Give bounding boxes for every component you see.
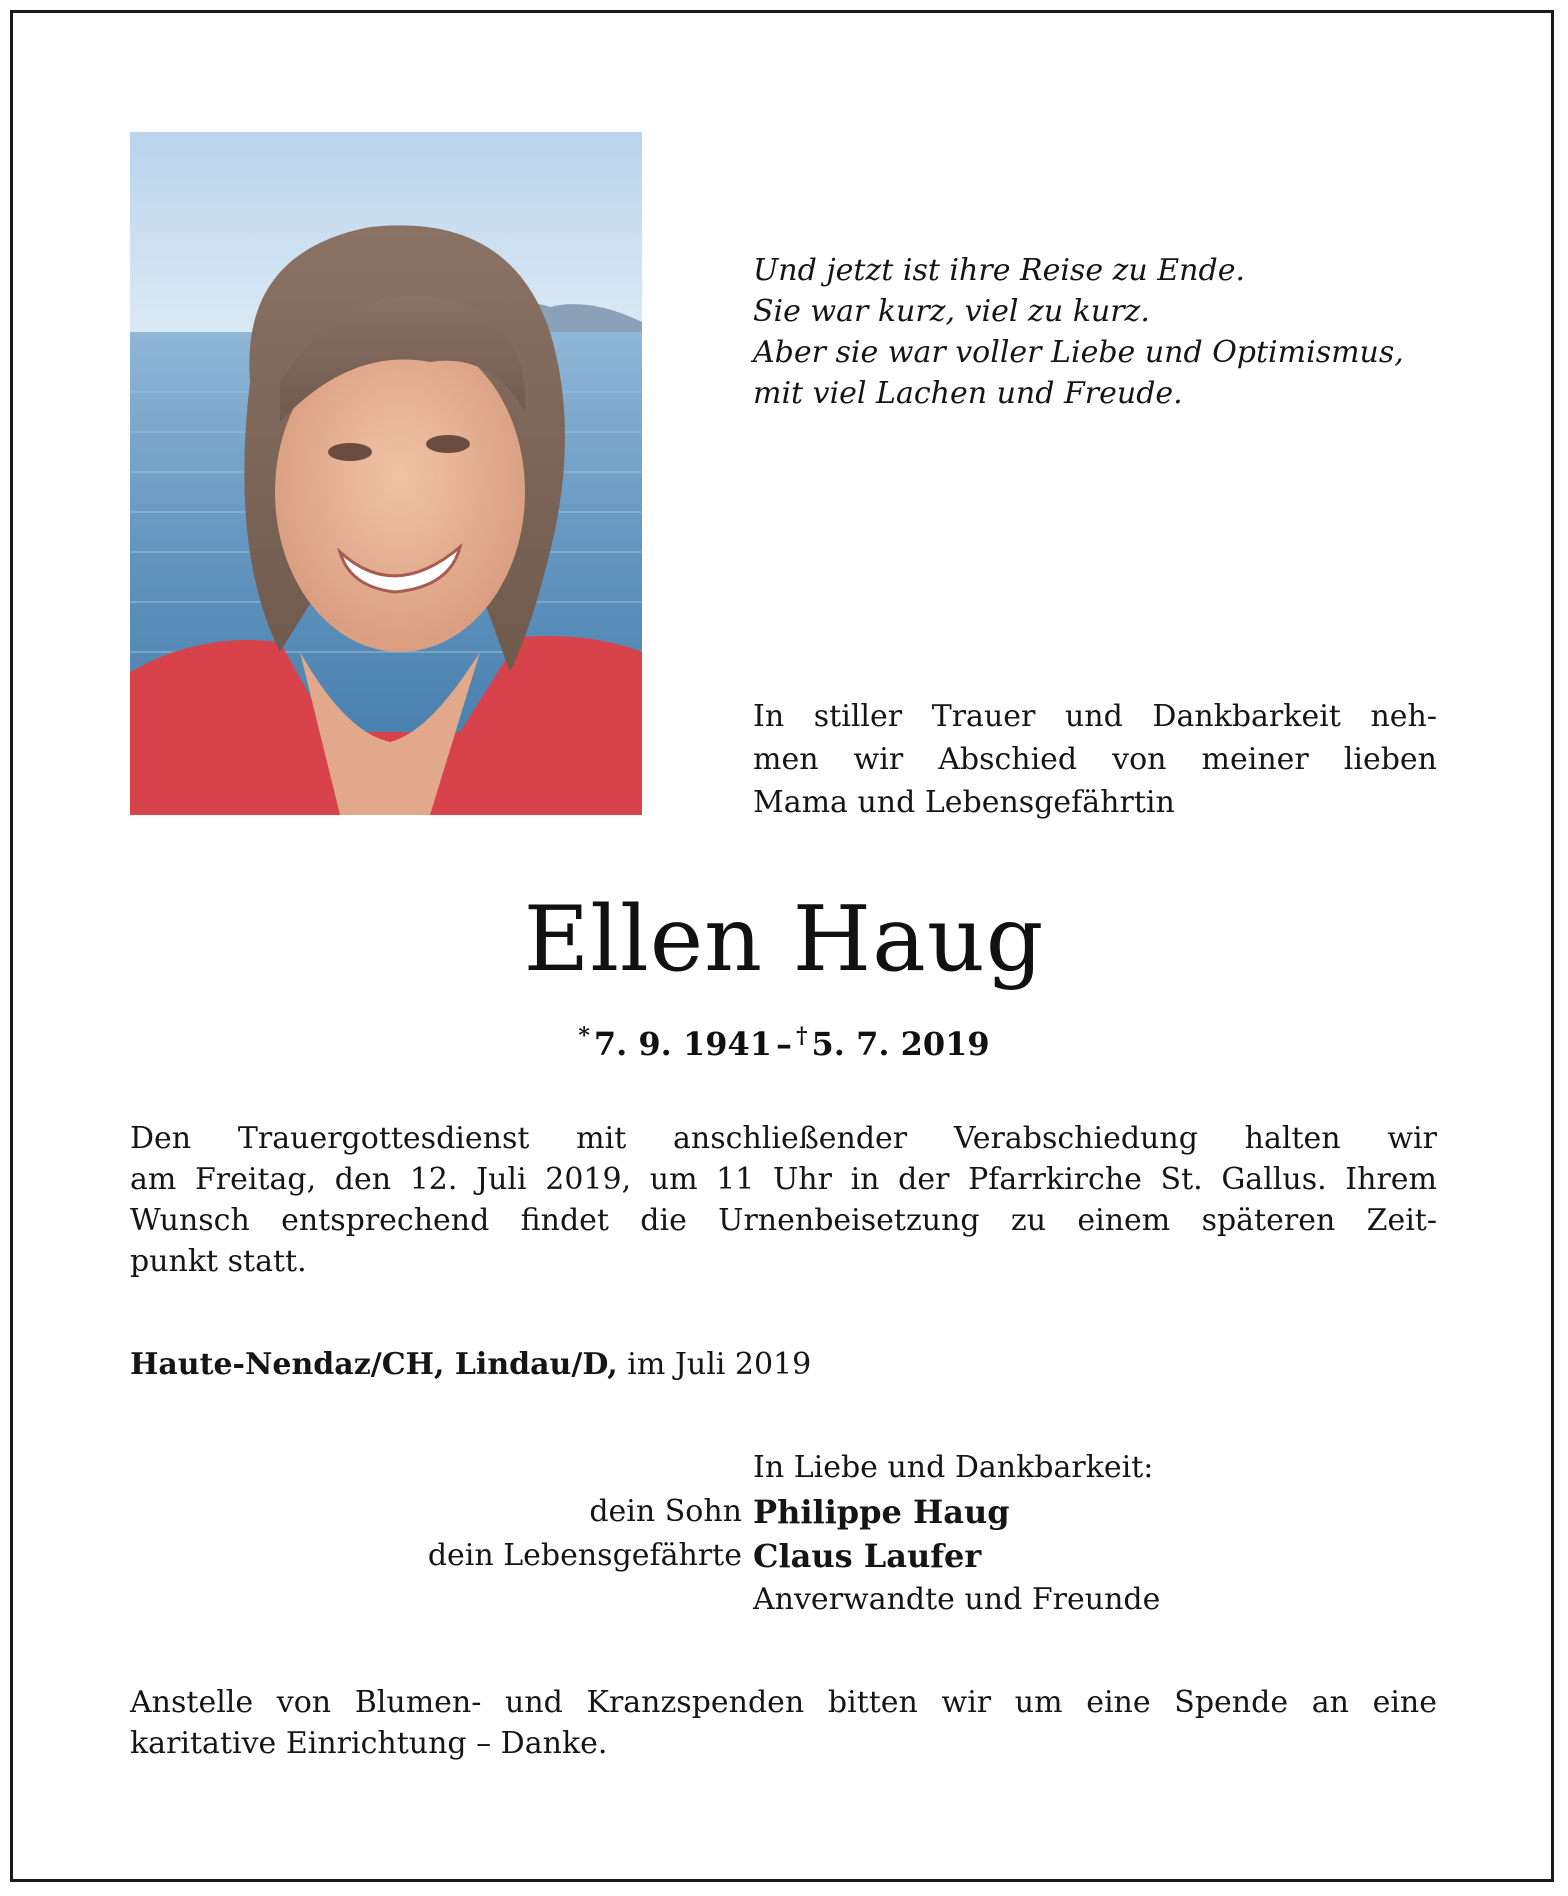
mourner-role: dein Sohn [589, 1494, 742, 1529]
closing-line: Anstelle von Blumen- und Kranzspenden bitten wir um eine Spende an eine [130, 1685, 1437, 1720]
poem [753, 250, 1473, 414]
birth-symbol: * [578, 1023, 590, 1049]
closing-line: karitative Einrichtung – Danke. [130, 1726, 608, 1761]
birth-date: 7. 9. 1941 [593, 1025, 772, 1063]
mourner-row [130, 1490, 1430, 1534]
service-line: Wunsch entsprechend findet die Urnenbeisetzung zu einem späteren Zeit- [130, 1203, 1437, 1238]
poem-line: Und jetzt ist ihre Reise zu Ende. [753, 253, 1245, 288]
signoff-heading: In Liebe und Dankbarkeit: [753, 1450, 1154, 1485]
mourner-row [130, 1578, 1430, 1622]
death-date: 5. 7. 2019 [811, 1025, 990, 1063]
locations: Haute-Nendaz/CH, Lindau/D, [130, 1347, 618, 1382]
intro-line: In stiller Trauer und Dankbarkeit neh- [753, 699, 1437, 734]
poem-line: Aber sie war voller Liebe und Optimismus, [753, 335, 1404, 370]
date-separator: – [776, 1025, 792, 1063]
deceased-name: Ellen Haug [523, 887, 1045, 992]
notice-date: im Juli 2019 [627, 1347, 812, 1382]
mourner-name: Philippe Haug [753, 1493, 1010, 1531]
intro-line: men wir Abschied von meiner lieben [753, 742, 1437, 777]
poem-line: Sie war kurz, viel zu kurz. [753, 294, 1150, 329]
funeral-service-text [130, 1118, 1437, 1282]
mourner-role: dein Lebensgefährte [427, 1538, 742, 1573]
mourning-intro [753, 695, 1437, 824]
portrait-image [130, 132, 642, 815]
life-dates [0, 1015, 1568, 1065]
mourner-name: Anverwandte und Freunde [753, 1582, 1161, 1617]
mourner-name: Claus Laufer [753, 1537, 982, 1575]
portrait-photo [130, 132, 642, 815]
mourner-row [130, 1534, 1430, 1578]
intro-line: Mama und Lebensgefährtin [753, 785, 1175, 820]
place-and-date [130, 1344, 1130, 1385]
death-symbol: † [796, 1023, 808, 1049]
service-line: Den Trauergottesdienst mit anschließender Verabschiedung halten wir [130, 1121, 1437, 1156]
poem-line: mit viel Lachen und Freude. [753, 376, 1183, 411]
donation-request [130, 1682, 1437, 1764]
service-line: am Freitag, den 12. Juli 2019, um 11 Uhr in der Pfarrkirche St. Gallus. Ihrem [130, 1162, 1437, 1197]
service-line: punkt statt. [130, 1244, 307, 1279]
